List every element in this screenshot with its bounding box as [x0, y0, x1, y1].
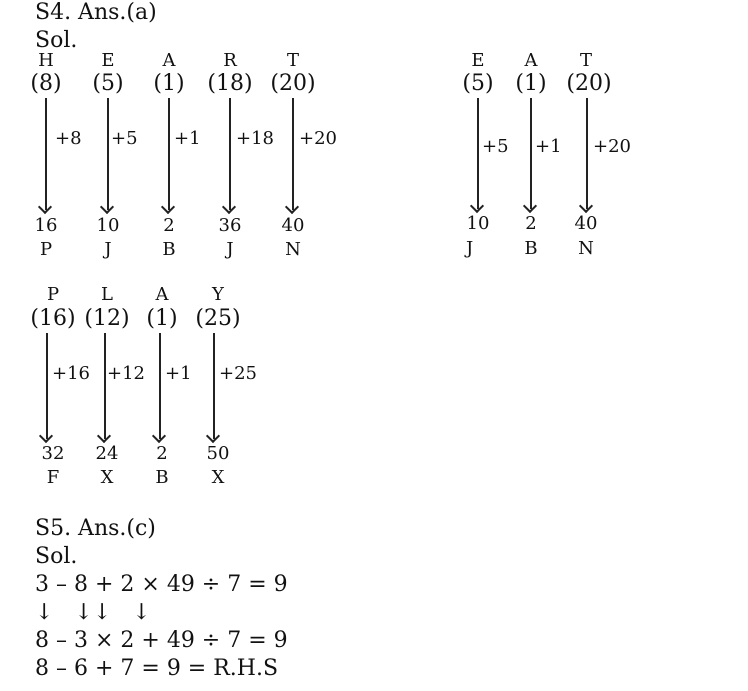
result-letter-b: B: [524, 238, 538, 259]
op-plus1: +1: [535, 136, 562, 157]
op-plus1: +1: [174, 128, 201, 149]
result-letter-j: J: [104, 239, 112, 260]
result-2: 2: [525, 213, 537, 234]
s4-sol-label: Sol.: [35, 28, 78, 53]
result-letter-b: B: [155, 467, 169, 488]
op-plus5: +5: [482, 136, 509, 157]
letter-a: A: [524, 50, 538, 71]
letter-l: L: [101, 284, 113, 305]
result-letter-n: N: [578, 238, 594, 259]
code-25: (25): [195, 306, 241, 331]
letter-e: E: [471, 50, 485, 71]
result-50: 50: [206, 443, 230, 464]
down-arrow: [530, 98, 532, 209]
down-arrow: [292, 98, 294, 210]
s5-equation-2: 8 – 3 × 2 + 49 ÷ 7 = 9: [35, 628, 288, 653]
code-1: (1): [153, 71, 185, 96]
down-arrow: [45, 98, 47, 210]
result-10: 10: [96, 215, 120, 236]
result-2: 2: [163, 215, 175, 236]
code-12: (12): [84, 306, 130, 331]
op-plus20: +20: [299, 128, 337, 149]
result-32: 32: [41, 443, 65, 464]
result-letter-j: J: [226, 239, 234, 260]
s5-equation-1: 3 – 8 + 2 × 49 ÷ 7 = 9: [35, 572, 288, 597]
result-16: 16: [34, 215, 58, 236]
result-10: 10: [466, 213, 490, 234]
result-36: 36: [218, 215, 242, 236]
result-letter-p: P: [39, 239, 53, 260]
op-plus18: +18: [236, 128, 274, 149]
down-arrow: [477, 98, 479, 209]
code-1: (1): [515, 71, 547, 96]
op-plus16: +16: [52, 363, 90, 384]
down-arrow: [168, 98, 170, 210]
letter-y: Y: [212, 284, 224, 305]
code-20: (20): [270, 71, 316, 96]
op-plus20: +20: [593, 136, 631, 157]
s5-equation-3: 8 – 6 + 7 = 9 = R.H.S: [35, 656, 279, 681]
op-plus25: +25: [219, 363, 257, 384]
result-letter-n: N: [285, 239, 301, 260]
s5-arrows: ↓ ↓↓ ↓: [35, 600, 151, 625]
op-plus8: +8: [55, 128, 82, 149]
result-letter-j: J: [466, 238, 474, 259]
down-arrow: [159, 333, 161, 439]
code-1: (1): [146, 306, 178, 331]
result-letter-x: X: [100, 467, 114, 488]
letter-a: A: [162, 50, 176, 71]
down-arrow: [586, 98, 588, 209]
result-2: 2: [156, 443, 168, 464]
letter-e: E: [101, 50, 115, 71]
code-5: (5): [92, 71, 124, 96]
letter-h: H: [38, 50, 54, 71]
op-plus5: +5: [111, 128, 138, 149]
result-letter-f: F: [46, 467, 60, 488]
down-arrow: [229, 98, 231, 210]
down-arrow: [213, 333, 215, 439]
letter-a: A: [155, 284, 169, 305]
result-letter-b: B: [162, 239, 176, 260]
code-20: (20): [566, 71, 612, 96]
letter-t: T: [579, 50, 593, 71]
s5-heading: S5. Ans.(c): [35, 516, 156, 541]
down-arrow: [46, 333, 48, 439]
result-letter-x: X: [211, 467, 225, 488]
letter-r: R: [223, 50, 237, 71]
letter-t: T: [286, 50, 300, 71]
down-arrow: [104, 333, 106, 439]
code-16: (16): [30, 306, 76, 331]
code-18: (18): [207, 71, 253, 96]
letter-p: P: [46, 284, 60, 305]
result-40: 40: [281, 215, 305, 236]
code-5: (5): [462, 71, 494, 96]
code-8: (8): [30, 71, 62, 96]
s5-sol-label: Sol.: [35, 544, 78, 569]
result-24: 24: [95, 443, 119, 464]
result-40: 40: [574, 213, 598, 234]
down-arrow: [107, 98, 109, 210]
op-plus1: +1: [165, 363, 192, 384]
s4-heading: S4. Ans.(a): [35, 0, 157, 25]
op-plus12: +12: [107, 363, 145, 384]
